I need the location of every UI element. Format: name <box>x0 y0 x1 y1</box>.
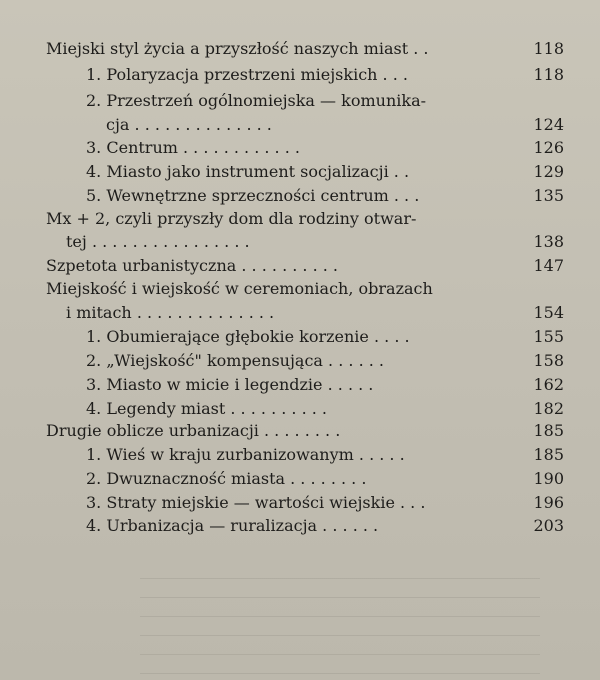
toc-entry <box>0 491 600 515</box>
toc-entry-title: 1. Obumierające głębokie korzenie . . . . <box>86 327 410 346</box>
toc-entry-page: 129 <box>533 162 564 181</box>
toc-entry-title: i mitach . . . . . . . . . . . . . . <box>66 303 275 322</box>
toc-entry-page: 154 <box>533 303 564 322</box>
toc-entry <box>0 184 600 208</box>
toc-entry-title: Mx + 2, czyli przyszły dom dla rodziny otwar- <box>46 209 417 228</box>
toc-entry-page: 126 <box>533 138 564 157</box>
toc-entry-page: 185 <box>533 421 564 440</box>
toc-entry-title: 5. Wewnętrzne sprzeczności centrum . . . <box>86 186 420 205</box>
toc-entry <box>0 443 600 467</box>
toc-entry-title: Miejski styl życia a przyszłość naszych miast . . <box>46 39 429 58</box>
toc-entry-page: 118 <box>533 65 564 84</box>
toc-entry <box>0 63 600 87</box>
toc-entry-title: 2. „Wiejskość" kompensująca . . . . . . <box>86 351 384 370</box>
toc-entry-title: 2. Dwuznaczność miasta . . . . . . . . <box>86 469 367 488</box>
toc-entry <box>0 160 600 184</box>
toc-entry-title: cja . . . . . . . . . . . . . . <box>106 115 272 134</box>
toc-entry <box>0 301 600 325</box>
toc-entry <box>0 467 600 491</box>
toc-entry-title: 4. Legendy miast . . . . . . . . . . <box>86 399 328 418</box>
toc-entry <box>0 113 600 137</box>
toc-entry-title: Szpetota urbanistyczna . . . . . . . . . . <box>46 256 339 275</box>
toc-entry-title: Drugie oblicze urbanizacji . . . . . . . . <box>46 421 341 440</box>
toc-entry-page: 203 <box>533 516 564 535</box>
toc-entry-title: 1. Polaryzacja przestrzeni miejskich . . . <box>86 65 408 84</box>
toc-entry-page: 124 <box>533 115 564 134</box>
toc-entry-title: 3. Miasto w micie i legendzie . . . . . <box>86 375 374 394</box>
toc-entry-title: 4. Urbanizacja — ruralizacja . . . . . . <box>86 516 379 535</box>
toc-entry <box>0 277 600 301</box>
toc-entry-page: 196 <box>533 493 564 512</box>
toc-entry <box>0 373 600 397</box>
toc-entry <box>0 207 600 231</box>
toc-entry <box>0 419 600 443</box>
toc-entry <box>0 325 600 349</box>
toc-entry-title: 4. Miasto jako instrument socjalizacji . . <box>86 162 410 181</box>
toc-entry-title: 3. Centrum . . . . . . . . . . . . <box>86 138 300 157</box>
toc-entry-page: 158 <box>533 351 564 370</box>
toc-entry-title: 3. Straty miejskie — wartości wiejskie . . . <box>86 493 426 512</box>
toc-entry <box>0 397 600 421</box>
toc-entry <box>0 514 600 538</box>
toc-entry-page: 118 <box>533 39 564 58</box>
toc-entry-page: 190 <box>533 469 564 488</box>
toc-entry <box>0 230 600 254</box>
toc-entry-title: 2. Przestrzeń ogólnomiejska — komunika- <box>86 91 427 110</box>
toc-entry-title: tej . . . . . . . . . . . . . . . . <box>66 232 250 251</box>
toc-entry-title: 1. Wieś w kraju zurbanizowanym . . . . . <box>86 445 405 464</box>
toc-entry <box>0 37 600 61</box>
bleed-through-texture <box>140 560 540 680</box>
toc-entry-page: 147 <box>533 256 564 275</box>
toc-entry <box>0 349 600 373</box>
toc-entry <box>0 136 600 160</box>
toc-entry-page: 182 <box>533 399 564 418</box>
toc-entry <box>0 89 600 113</box>
toc-entry-page: 138 <box>533 232 564 251</box>
toc-entry <box>0 254 600 278</box>
toc-entry-page: 135 <box>533 186 564 205</box>
toc-entry-page: 162 <box>533 375 564 394</box>
toc-entry-page: 185 <box>533 445 564 464</box>
toc-entry-title: Miejskość i wiejskość w ceremoniach, obrazach <box>46 279 433 298</box>
toc-entry-page: 155 <box>533 327 564 346</box>
